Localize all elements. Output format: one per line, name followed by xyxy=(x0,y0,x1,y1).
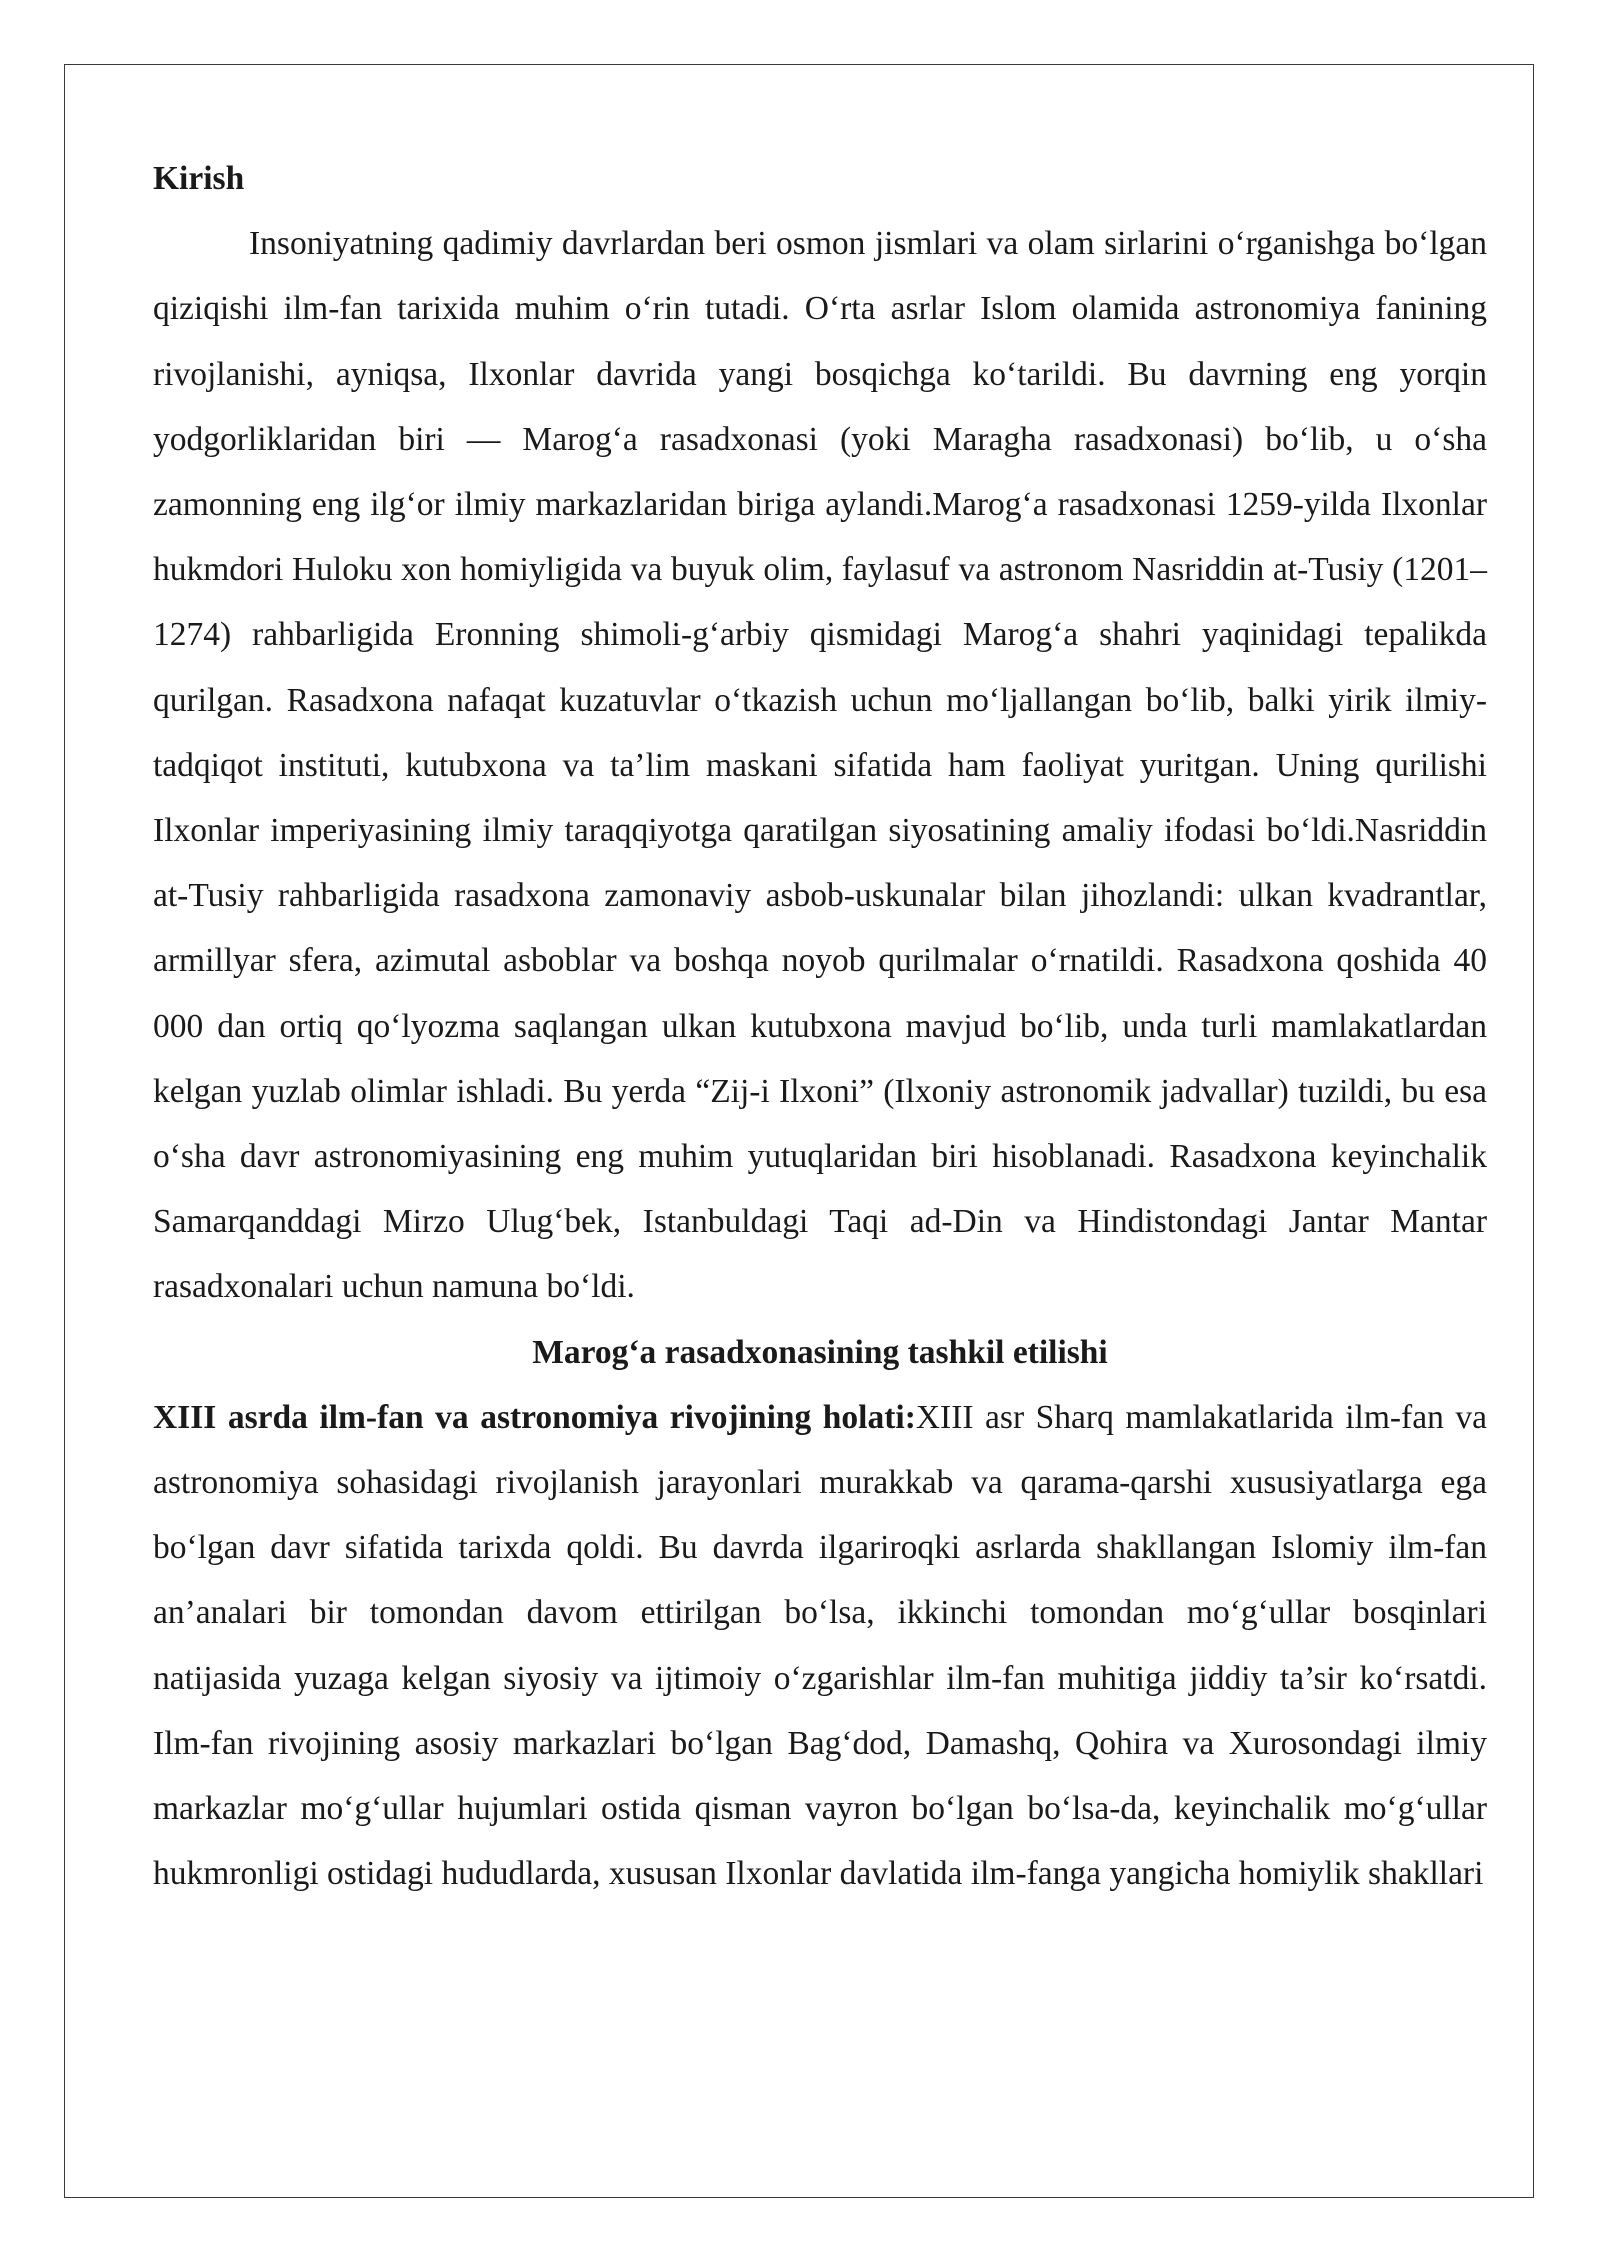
subsection-paragraph-block xyxy=(153,1385,1487,1907)
subsection-lead: XIII asrda ilm-fan va astronomiya rivojining holati: xyxy=(153,1398,916,1436)
intro-heading: Kirish xyxy=(153,160,245,197)
section-heading: Marog‘a rasadxonasining tashkil etilishi xyxy=(532,1333,1108,1371)
intro-paragraph: Insoniyatning qadimiy davrlardan beri osmon jismlari va olam sirlarini o‘rganishga bo‘lgan qiziqishi ilm-fan tarixida muhim o‘rin tutadi. O‘rta asrlar Islom olamida astronomiya fanining rivojlanishi, ayniqsa, Ilxonlar davrida yangi bosqichga ko‘tarildi. Bu davrning eng yorqin yodgorliklaridan biri — Marog‘a rasadxonasi (yoki Maragha rasadxonasi) bo‘lib, u o‘sha zamonning eng ilg‘or ilmiy markazlaridan biriga aylandi.Marog‘a rasadxonasi 1259-yilda Ilxonlar hukmdori Huloku xon homiyligida va buyuk olim, faylasuf va astronom Nasriddin at-Tusiy (1201–1274) rahbarligida Eronning shimoli-g‘arbiy qismidagi Marog‘a shahri yaqinidagi tepalikda qurilgan. Rasadxona nafaqat kuzatuvlar o‘tkazish uchun mo‘ljallangan bo‘lib, balki yirik ilmiy-tadqiqot instituti, kutubxona va ta’lim maskani sifatida ham faoliyat yuritgan. Uning qurilishi Ilxonlar imperiyasining ilmiy taraqqiyotga qaratilgan siyosatining amaliy ifodasi bo‘ldi.Nasriddin at-Tusiy rahbarligida rasadxona zamonaviy asbob-uskunalar bilan jihozlandi: ulkan kvadrantlar, armillyar sfera, azimutal asboblar va boshqa noyob qurilmalar o‘rnatildi. Rasadxona qoshida 40 000 dan ortiq qo‘lyozma saqlangan ulkan kutubxona mavjud bo‘lib, unda turli mamlakatlardan kelgan yuzlab olimlar ishladi. Bu yerda “Zij-i Ilxoni” (Ilxoniy astronomik jadvallar) tuzildi, bu esa o‘sha davr astronomiyasining eng muhim yutuqlaridan biri hisoblanadi. Rasadxona keyinchalik Samarqanddagi Mirzo Ulug‘bek, Istanbuldagi Taqi ad-Din va Hindistondagi Jantar Mantar rasadxonalari uchun namuna bo‘ldi. xyxy=(153,225,1487,1306)
subsection-paragraph: XIII asr Sharq mamlakatlarida ilm-fan va astronomiya sohasidagi rivojlanish jarayonlari murakkab va qarama-qarshi xususiyatlarga ega bo‘lgan davr sifatida tarixda qoldi. Bu davrda ilgariroqki asrlarda shakllangan Islomiy ilm-fan an’analari bir tomondan davom ettirilgan bo‘lsa, ikkinchi tomondan mo‘g‘ullar bosqinlari natijasida yuzaga kelgan siyosiy va ijtimoiy o‘zgarishlar ilm-fan muhitiga jiddiy ta’sir ko‘rsatdi. Ilm-fan rivojining asosiy markazlari bo‘lgan Bag‘dod, Damashq, Qohira va Xurosondagi ilmiy markazlar mo‘g‘ullar hujumlari ostida qisman vayron bo‘lgan bo‘lsa-da, keyinchalik mo‘g‘ullar hukmronligi ostidagi hududlarda, xususan Ilxonlar davlatida ilm-fanga yangicha homiylik shakllari xyxy=(153,1398,1487,1893)
document-body xyxy=(153,146,1487,1906)
